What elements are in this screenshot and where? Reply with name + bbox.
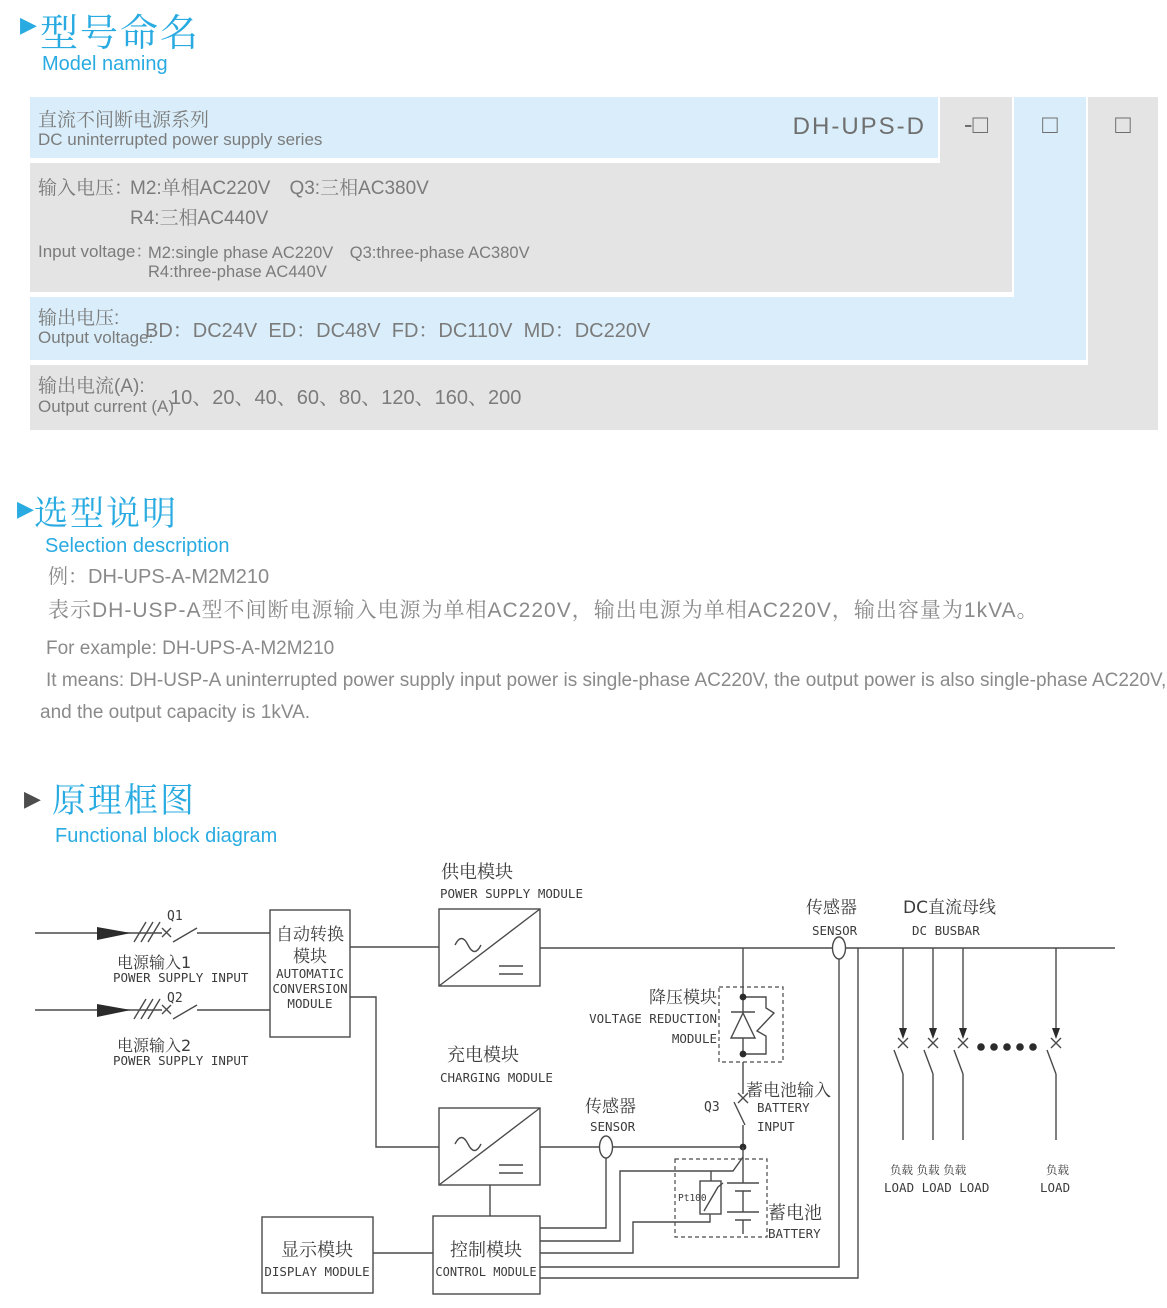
- output-voltage-label-cn: 输出电压:: [38, 308, 120, 329]
- example-meaning-cn: 表示DH-USP-A型不间断电源输入电源为单相AC220V，输出电源为单相AC220V，输出容量为1kVA。: [48, 599, 1039, 622]
- dc-equals-icon: [499, 1165, 523, 1173]
- code-box-3: □: [1115, 109, 1131, 139]
- section3-title-en: Functional block diagram: [55, 825, 278, 847]
- load4-label-cn: 负载: [1046, 1163, 1069, 1177]
- switch-blade-icon: [1047, 1050, 1056, 1074]
- output-voltage-row: [30, 297, 1086, 360]
- breaker-x-icon: [1051, 1038, 1061, 1048]
- section3-arrow-icon: ▶: [24, 786, 41, 811]
- output-current-row: [30, 365, 1158, 430]
- load-feeder-3: [954, 948, 968, 1140]
- sensor2-label-cn: 传感器: [585, 1097, 636, 1117]
- section2-arrow-icon: ▶: [17, 496, 34, 521]
- arrow-down-icon: [899, 1028, 907, 1039]
- battery-input-label-cn: 蓄电池输入: [746, 1081, 831, 1101]
- output-current-label-en: Output current (A): [38, 397, 175, 416]
- sensor1-label-cn: 传感器: [806, 898, 857, 918]
- switch-blade-icon: [924, 1050, 933, 1074]
- output-current-label-cn: 输出电流(A):: [38, 376, 145, 397]
- loads-label-cn: 负载 负载 负载: [890, 1163, 967, 1177]
- battery-label-en: BATTERY: [768, 1226, 821, 1241]
- charging-module-label-cn: 充电模块: [447, 1045, 519, 1066]
- ac-tilde-icon: [455, 939, 481, 952]
- three-phase-slash-icon: [134, 999, 160, 1019]
- voltage-reduction-label-en1: VOLTAGE REDUCTION: [589, 1011, 717, 1026]
- switch-blade-icon: [734, 1102, 745, 1125]
- q3-label: Q3: [704, 1100, 720, 1115]
- breaker-x-icon: [898, 1038, 908, 1048]
- conversion-box-cn2: 模块: [293, 947, 327, 967]
- load4-label-en: LOAD: [1040, 1180, 1071, 1195]
- battery-label-cn: 蓄电池: [768, 1203, 822, 1224]
- series-name-en: DC uninterrupted power supply series: [38, 130, 323, 149]
- breaker-x-icon: [958, 1038, 968, 1048]
- display-module-label-cn: 显示模块: [281, 1240, 353, 1261]
- junction-dot: [740, 994, 747, 1001]
- example-line-en: For example: DH-UPS-A-M2M210: [46, 638, 335, 659]
- thermistor-icon: [704, 1183, 723, 1211]
- battery-symbol: [675, 1147, 767, 1237]
- input-voltage-label-en: Input voltage：: [38, 242, 153, 261]
- table-header-row: [30, 97, 938, 158]
- arrow-down-icon: [1052, 1028, 1060, 1039]
- sensor2-wire: [540, 1158, 606, 1228]
- output-voltage-label-en: Output voltage:: [38, 328, 154, 347]
- ellipsis-dots-icon: [977, 1043, 1037, 1051]
- switch-blade-icon: [173, 928, 197, 942]
- dc-busbar-label-en: DC BUSBAR: [912, 923, 980, 938]
- input-voltage-label-cn: 输入电压：: [38, 178, 134, 199]
- sensor2-icon: [600, 1136, 613, 1158]
- power-supply-module-label-en: POWER SUPPLY MODULE: [440, 886, 583, 901]
- arrow-down-icon: [959, 1028, 967, 1039]
- load-feeder-1: [894, 948, 908, 1140]
- voltage-reduction-label-cn: 降压模块: [649, 988, 717, 1008]
- junction-dot: [740, 1051, 747, 1058]
- input-voltage-cn-line2: R4:三相AC440V: [130, 208, 269, 229]
- power-supply-module-label-cn: 供电模块: [441, 862, 513, 883]
- breaker-x-icon: [162, 928, 171, 937]
- series-name-cn: 直流不间断电源系列: [38, 110, 210, 131]
- conversion-box-cn1: 自动转换: [276, 925, 344, 945]
- q1-label: Q1: [167, 909, 183, 924]
- section2-title-en: Selection description: [45, 535, 230, 557]
- q2-label: Q2: [167, 991, 183, 1006]
- sensor1-icon: [833, 937, 846, 959]
- example-line: 例：DH-UPS-A-M2M210: [48, 566, 270, 588]
- load-feeder-4: [1047, 948, 1061, 1140]
- switch-blade-icon: [894, 1050, 903, 1074]
- code-box-1: -□: [963, 109, 989, 139]
- load-feeder-2: [924, 948, 938, 1140]
- conversion-box-en3: MODULE: [287, 996, 333, 1011]
- example-meaning-en-1: It means: DH-USP-A uninterrupted power supply input power is single-phase AC220V, the output power is also single-phase AC220V,: [46, 670, 1167, 691]
- input-voltage-en-line1: M2:single phase AC220V Q3:three-phase AC380V: [148, 244, 530, 262]
- input1-label-en: POWER SUPPLY INPUT: [113, 970, 249, 985]
- arrow-right-icon: [97, 1004, 131, 1017]
- input2-label-cn: 电源输入2: [117, 1036, 192, 1055]
- arrow-down-icon: [929, 1028, 937, 1039]
- diode-icon: [731, 1013, 755, 1038]
- input-voltage-en-line2: R4:three-phase AC440V: [148, 263, 327, 281]
- output-current-values: 10、20、40、60、80、120、160、200: [170, 387, 522, 409]
- power-input1-line: [35, 922, 270, 942]
- load-feeders: [894, 948, 1061, 1140]
- charging-module-box: [439, 1108, 540, 1185]
- loads-label-en: LOAD LOAD LOAD: [884, 1180, 990, 1195]
- output-voltage-values: BD：DC24V ED：DC48V FD：DC110V MD：DC220V: [145, 320, 651, 342]
- battery-input-label-en2: INPUT: [757, 1119, 795, 1134]
- breaker-x-icon: [162, 1005, 171, 1014]
- functional-block-diagram: [0, 850, 1167, 1308]
- control-module-label-en: CONTROL MODULE: [435, 1265, 537, 1279]
- display-module-label-en: DISPLAY MODULE: [264, 1264, 370, 1279]
- pt100-label: Pt100: [678, 1193, 707, 1204]
- section1-title-en: Model naming: [42, 53, 168, 75]
- voltage-reduction-module: [719, 948, 783, 1062]
- breaker-x-icon: [928, 1038, 938, 1048]
- input-voltage-row: [30, 163, 1012, 292]
- battery-input-label-en1: BATTERY: [757, 1100, 810, 1115]
- arrow-right-icon: [97, 927, 131, 940]
- switch-blade-icon: [954, 1050, 963, 1074]
- section2-title-cn: 选型说明: [34, 495, 178, 533]
- example-meaning-en-2: and the output capacity is 1kVA.: [40, 702, 311, 723]
- input2-label-en: POWER SUPPLY INPUT: [113, 1053, 249, 1068]
- input-voltage-cn-line1: M2:单相AC220V Q3:三相AC380V: [130, 178, 429, 199]
- ac-tilde-icon: [455, 1138, 481, 1151]
- power-input2-line: [35, 999, 270, 1019]
- switch-blade-icon: [173, 1005, 197, 1019]
- voltage-reduction-dashed-box: [719, 987, 783, 1062]
- pt100-wire: [540, 1214, 710, 1253]
- section3-title-cn: 原理框图: [52, 782, 196, 820]
- power-supply-module-box: [439, 909, 540, 986]
- sensor2-label-en: SENSOR: [590, 1119, 636, 1134]
- voltage-reduction-label-en2: MODULE: [671, 1031, 717, 1046]
- code-box-2: □: [1042, 109, 1058, 139]
- sensor1-label-en: SENSOR: [812, 923, 858, 938]
- conversion-box-en2: CONVERSION: [272, 981, 348, 996]
- conversion-box-en1: AUTOMATIC: [276, 966, 344, 981]
- section1-title-cn: 型号命名: [40, 13, 201, 55]
- model-code: DH-UPS-D: [792, 113, 926, 140]
- section1-arrow-icon: ▶: [20, 12, 37, 37]
- control-module-label-cn: 控制模块: [450, 1240, 522, 1261]
- battery-input-switch: [734, 1062, 748, 1150]
- dc-equals-icon: [499, 966, 523, 974]
- input1-label-cn: 电源输入1: [117, 953, 192, 972]
- charging-module-label-en: CHARGING MODULE: [440, 1070, 553, 1085]
- dc-busbar-label-cn: DC直流母线: [903, 898, 996, 918]
- three-phase-slash-icon: [134, 922, 160, 942]
